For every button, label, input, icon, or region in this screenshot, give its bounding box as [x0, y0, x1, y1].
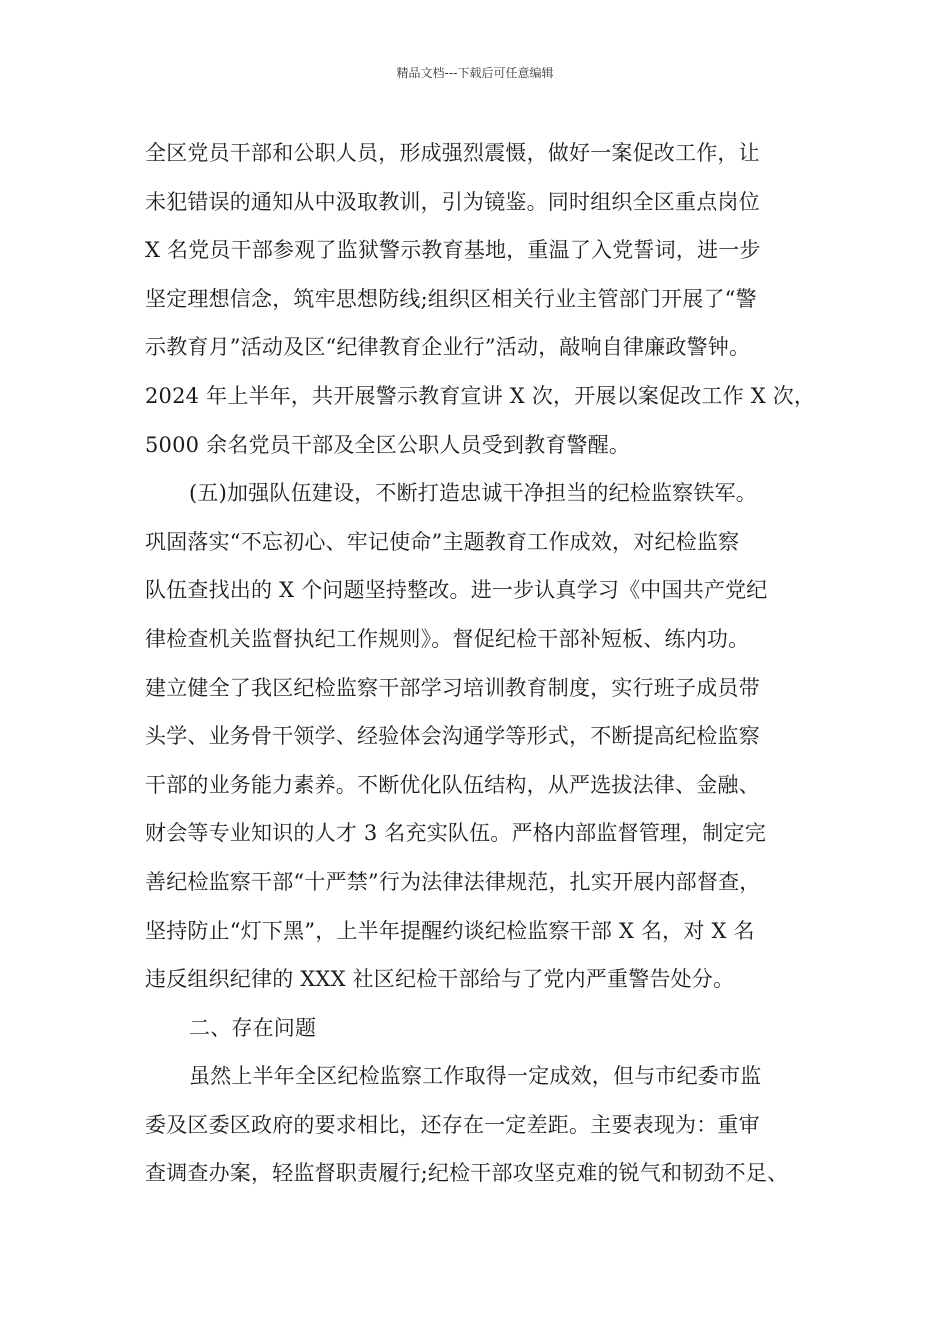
- section-heading-five: (五)加强队伍建设，不断打造忠诚干净担当的纪检监察铁军。: [189, 481, 757, 506]
- section-heading-problems: 二、存在问题: [189, 1015, 317, 1040]
- document-body: [145, 133, 835, 1202]
- page-header: 精品文档---下载后可任意编辑: [396, 66, 554, 80]
- text-line: 查调查办案，轻监督职责履行;纪检干部攻坚克难的锐气和韧劲不足、: [145, 1161, 789, 1186]
- text-line: 善纪检监察干部“十严禁”行为法律法律规范，扎实开展内部督查，: [145, 869, 761, 894]
- text-line: 律检查机关监督执纪工作规则》。督促纪检干部补短板、练内功。: [145, 626, 750, 651]
- text-line: 示教育月”活动及区“纪律教育企业行”活动，敲响自律廉政警钟。: [145, 335, 751, 360]
- text-line: 头学、业务骨干领学、经验体会沟通学等形式，不断提高纪检监察: [145, 724, 760, 749]
- text-line: 虽然上半年全区纪检监察工作取得一定成效，但与市纪委市监: [189, 1064, 762, 1089]
- text-line: 坚持防止“灯下黑”，上半年提醒约谈纪检监察干部 X 名，对 X 名: [145, 918, 755, 943]
- text-line: 巩固落实“不忘初心、牢记使命”主题教育工作成效，对纪检监察: [145, 529, 740, 554]
- text-line: 建立健全了我区纪检监察干部学习培训教育制度，实行班子成员带: [145, 675, 760, 700]
- text-line: 委及区委区政府的要求相比，还存在一定差距。主要表现为：重审: [145, 1112, 760, 1137]
- text-line: 干部的业务能力素养。不断优化队伍结构，从严选拔法律、金融、: [145, 772, 760, 797]
- text-line: 未犯错误的通知从中汲取教训，引为镜鉴。同时组织全区重点岗位: [145, 189, 760, 214]
- text-line: 5000 余名党员干部及全区公职人员受到教育警醒。: [145, 432, 631, 457]
- text-line: 财会等专业知识的人才 3 名充实队伍。严格内部监督管理，制定完: [145, 821, 766, 846]
- text-line: 全区党员干部和公职人员，形成强烈震慑，做好一案促改工作，让: [145, 141, 760, 165]
- text-line: X 名党员干部参观了监狱警示教育基地，重温了入党誓词，进一步: [145, 238, 761, 263]
- text-line: 队伍查找出的 X 个问题坚持整改。进一步认真学习《中国共产党纪: [145, 578, 768, 603]
- text-line: 2024 年上半年，共开展警示教育宣讲 X 次，开展以案促改工作 X 次，: [145, 383, 816, 408]
- text-line: 坚定理想信念，筑牢思想防线;组织区相关行业主管部门开展了“警: [145, 286, 757, 311]
- text-line: 违反组织纪律的 XXX 社区纪检干部给与了党内严重警告处分。: [145, 967, 735, 992]
